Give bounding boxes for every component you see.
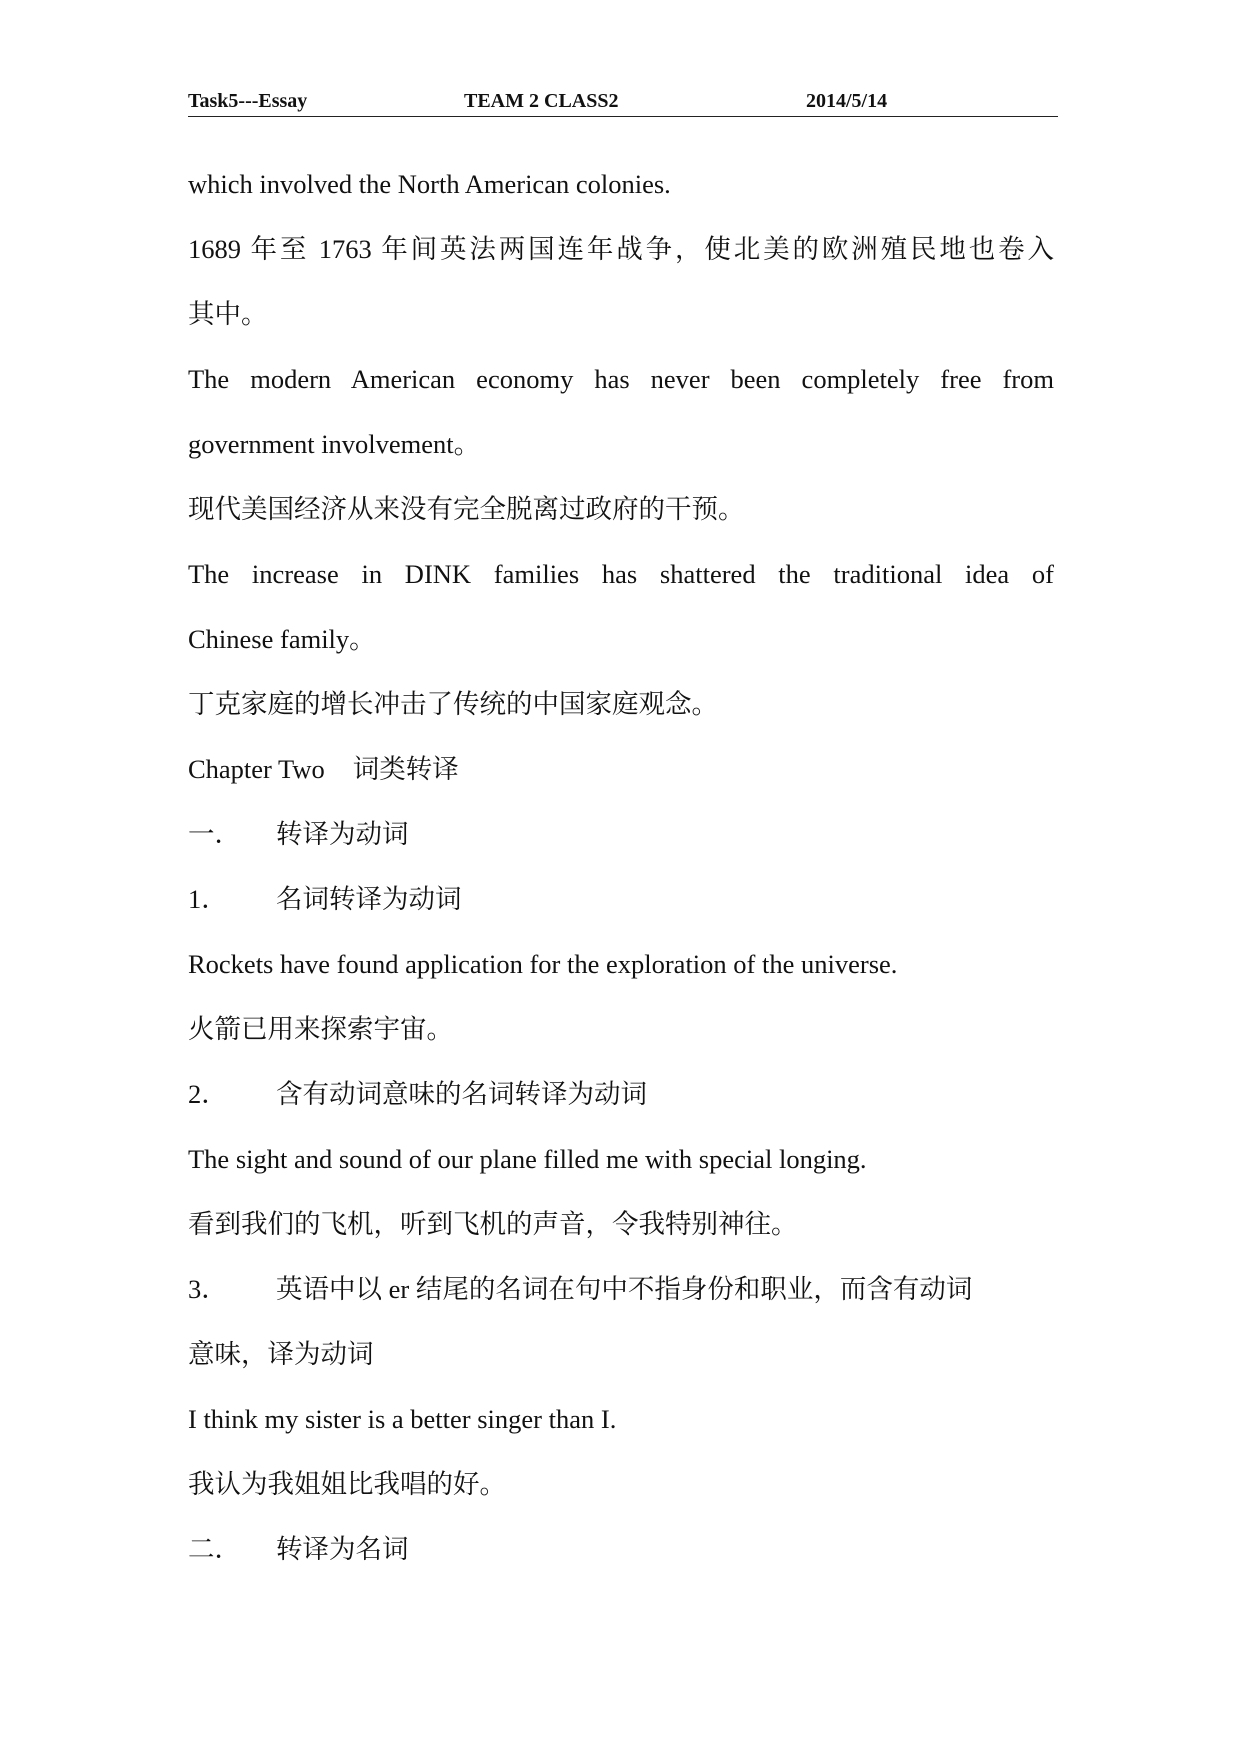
- paragraph-line: The increase in DINK families has shattered the traditional idea of: [188, 559, 1054, 589]
- chapter-heading: [188, 737, 1054, 802]
- section-number: 二．: [188, 1534, 241, 1564]
- paragraph-line: 意味，译为动词: [188, 1339, 374, 1369]
- paragraph-line: 火箭已用来探索宇宙。: [188, 1014, 453, 1044]
- paragraph-line: 1689 年至 1763 年间英法两国连年战争，使北美的欧洲殖民地也卷入: [188, 234, 1054, 264]
- paragraph-line: 看到我们的飞机，听到飞机的声音，令我特别神往。: [188, 1209, 798, 1239]
- subsection-number: 2．: [188, 1079, 228, 1109]
- subsection-heading: [188, 867, 1054, 932]
- chapter-label: Chapter Two: [188, 754, 325, 784]
- paragraph-line: 丁克家庭的增长冲击了传统的中国家庭观念。: [188, 689, 718, 719]
- header-date: 2014/5/14: [806, 90, 888, 112]
- section-title: 转译为动词: [276, 819, 409, 849]
- section-heading: [188, 1517, 1054, 1582]
- document-body: [188, 152, 1054, 1582]
- section-title: 转译为名词: [276, 1534, 409, 1564]
- subsection-number: 3．: [188, 1274, 228, 1304]
- section-heading: [188, 802, 1054, 867]
- paragraph-line: The modern American economy has never been completely free from: [188, 364, 1054, 394]
- header-title: Task5---Essay: [188, 90, 308, 112]
- paragraph-line: I think my sister is a better singer than I.: [188, 1404, 617, 1434]
- paragraph-line: Chinese family。: [188, 624, 376, 654]
- subsection-title: 名词转译为动词: [276, 884, 462, 914]
- subsection-title: 英语中以 er 结尾的名词在句中不指身份和职业，而含有动词: [276, 1274, 973, 1304]
- subsection-heading: [188, 1257, 1054, 1322]
- paragraph-line: 其中。: [188, 299, 268, 329]
- subsection-heading: [188, 1062, 1054, 1127]
- header-team: TEAM 2 CLASS2: [464, 90, 619, 112]
- paragraph-line: 现代美国经济从来没有完全脱离过政府的干预。: [188, 494, 745, 524]
- section-number: 一．: [188, 819, 241, 849]
- paragraph-line: The sight and sound of our plane filled me with special longing.: [188, 1144, 867, 1174]
- paragraph-line: Rockets have found application for the exploration of the universe.: [188, 949, 898, 979]
- paragraph-line: government involvement。: [188, 429, 481, 459]
- subsection-number: 1．: [188, 884, 228, 914]
- paragraph-line: 我认为我姐姐比我唱的好。: [188, 1469, 506, 1499]
- paragraph-line: which involved the North American colonies.: [188, 169, 671, 199]
- page-header: [188, 88, 1058, 117]
- subsection-title: 含有动词意味的名词转译为动词: [276, 1079, 647, 1109]
- chapter-title: 词类转译: [352, 754, 459, 784]
